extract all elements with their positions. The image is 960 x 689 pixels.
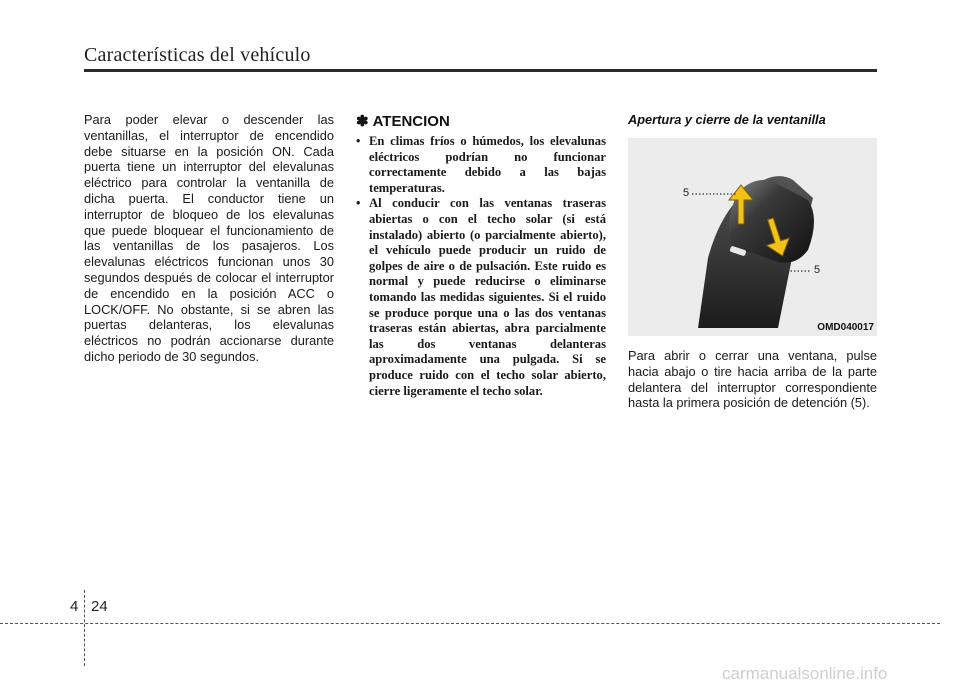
warning-symbol-icon: ✽ (356, 113, 369, 130)
section-paragraph: Para abrir o cerrar una ventana, pulse hacia abajo o tire hacia arriba de la parte delantera del interruptor correspondiente hasta la primera posición de detención (5). (628, 348, 877, 411)
page-number: 24 (91, 598, 108, 615)
watermark: carmanualsonline.info (722, 664, 888, 683)
warning-block (356, 112, 606, 399)
window-switch-figure (628, 138, 877, 336)
warning-item (356, 196, 606, 399)
footer-divider (0, 623, 940, 624)
figure-label-bottom: 5 (814, 264, 821, 276)
header-rule (84, 69, 877, 72)
chapter-number: 4 (70, 598, 79, 615)
figure-label-top: 5 (683, 187, 690, 199)
window-switch-illustration (628, 138, 877, 336)
warning-item-text: Al conducir con las ventanas traseras abiertas o con el techo solar (si está instalado) abierto (o parcialmente abierto), el vehículo puede producir un ruido de golpes de aire o de pulsación. Este ruido es normal y puede reducirse o eliminarse tomando las medidas siguientes. Si el ruido se produce porque una o las dos ventanas traseras están abiertas, abra parcialmente las dos ventanas delanteras aproximadamente una pulgada. Si se produce ruido con el techo solar abierto, cierre ligeramente el techo solar. (369, 196, 606, 398)
intro-paragraph: Para poder elevar o descender las ventanillas, el interruptor de encendido debe situarse en la posición ON. Cada puerta tiene un interruptor del elevalunas eléctrico para controlar la ventanilla de dicha puerta. El conductor tiene un interruptor de bloqueo de los elevalunas que puede bloquear el funcionamiento de las ventanillas de los pasajeros. Los elevalunas eléctricos funcionan unos 30 segundos después de colocar el interruptor de encendido en la posición ACC o LOCK/OFF. No obstante, si se abren las puertas delanteras, los elevalunas eléctricos no podrán accionarse durante dicho periodo de 30 segundos. (84, 112, 334, 364)
warning-item-text: En climas fríos o húmedos, los elevalunas eléctricos podrían no funcionar correctamente debido a las bajas temperaturas. (369, 134, 606, 195)
warning-heading (356, 112, 606, 130)
warning-title: ATENCION (372, 112, 450, 130)
figure-code: OMD040017 (817, 322, 874, 333)
page-header-title: Características del vehículo (84, 44, 311, 66)
bullet-icon: • (356, 196, 361, 211)
footer-vertical-divider (84, 590, 85, 666)
warning-list (356, 134, 606, 399)
warning-item (356, 134, 606, 196)
window-section (628, 112, 877, 411)
bullet-icon: • (356, 134, 361, 148)
section-title: Apertura y cierre de la ventanilla (628, 112, 826, 127)
